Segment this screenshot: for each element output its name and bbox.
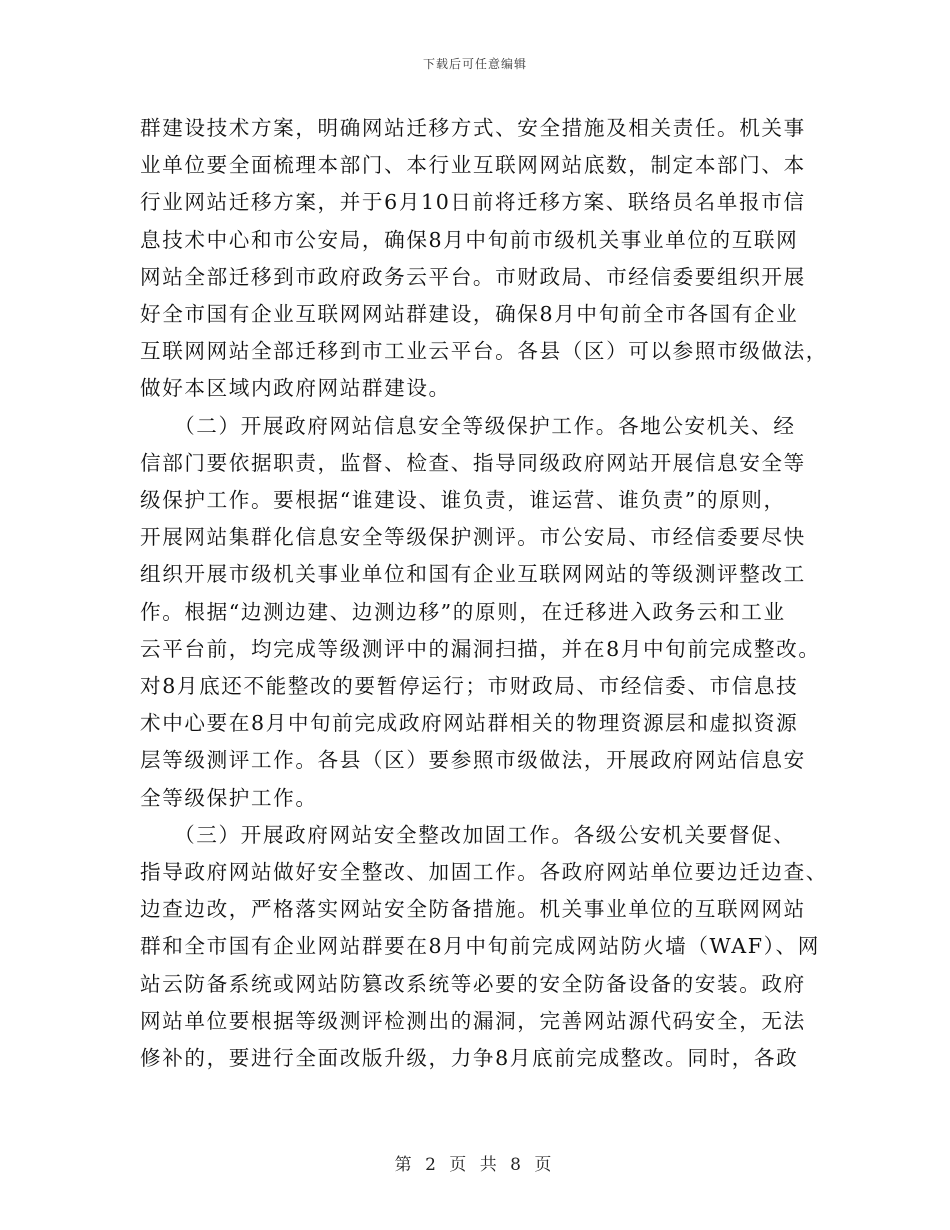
text-line: 作。根据“边测边建、边测边移”的原则，在迁移进入政务云和工业 xyxy=(140,599,786,624)
text-line: 好全市国有企业互联网网站群建设，确保8月中旬前全市各国有企业 xyxy=(140,302,799,327)
text-line: 修补的，要进行全面改版升级，力争8月底前完成整改。同时，各政 xyxy=(140,1046,799,1071)
text-line: 群建设技术方案，明确网站迁移方式、安全措施及相关责任。机关事 xyxy=(140,116,806,140)
text-line: 群和全市国有企业网站群要在8月中旬前完成网站防火墙（WAF）、网 xyxy=(140,934,820,959)
text-line: 全等级保护工作。 xyxy=(140,785,318,810)
text-line: 互联网网站全部迁移到市工业云平台。各县（区）可以参照市级做法， xyxy=(140,339,829,364)
page-number-footer: 第 2 页 共 8 页 xyxy=(394,1155,556,1175)
document-body xyxy=(140,110,829,1077)
text-line: 做好本区域内政府网站群建设。 xyxy=(140,376,451,401)
text-line: 级保护工作。要根据“谁建设、谁负责，谁运营、谁负责”的原则， xyxy=(140,488,786,513)
text-line: （二）开展政府网站信息安全等级保护工作。各地公安机关、经 xyxy=(140,413,796,438)
text-line: 站云防备系统或网站防篡改系统等必要的安全防备设备的安装。政府 xyxy=(140,971,806,996)
paragraph-2-level-protection xyxy=(140,408,821,817)
text-line: 信部门要依据职责，监督、检查、指导同级政府网站开展信息安全等 xyxy=(140,450,806,475)
text-line: 业单位要全面梳理本部门、本行业互联网网站底数，制定本部门、本 xyxy=(140,153,806,178)
paragraph-3-security-rectification xyxy=(140,817,829,1077)
text-line: 术中心要在8月中旬前完成政府网站群相关的物理资源层和虚拟资源 xyxy=(140,711,799,736)
text-line: 层等级测评工作。各县（区）要参照市级做法，开展政府网站信息安 xyxy=(140,748,806,773)
text-line: 网站全部迁移到市政府政务云平台。市财政局、市经信委要组织开展 xyxy=(140,264,806,289)
page-header-note: 下载后可任意编辑 xyxy=(422,57,527,71)
paragraph-1 xyxy=(140,110,829,408)
text-line: 息技术中心和市公安局，确保8月中旬前市级机关事业单位的互联网 xyxy=(140,227,799,252)
text-line: 组织开展市级机关事业单位和国有企业互联网网站的等级测评整改工 xyxy=(140,562,806,587)
text-line: （三）开展政府网站安全整改加固工作。各级公安机关要督促、 xyxy=(140,822,796,847)
text-line: 行业网站迁移方案，并于6月10日前将迁移方案、联络员名单报市信 xyxy=(140,190,806,215)
text-line: 网站单位要根据等级测评检测出的漏洞，完善网站源代码安全，无法 xyxy=(140,1008,806,1033)
text-line: 开展网站集群化信息安全等级保护测评。市公安局、市经信委要尽快 xyxy=(140,525,806,550)
text-line: 边查边改，严格落实网站安全防备措施。机关事业单位的互联网网站 xyxy=(140,897,806,922)
text-line: 云平台前，均完成等级测评中的漏洞扫描，并在8月中旬前完成整改。 xyxy=(140,636,821,661)
text-line: 对8月底还不能整改的要暂停运行；市财政局、市经信委、市信息技 xyxy=(140,674,799,699)
text-line: 指导政府网站做好安全整改、加固工作。各政府网站单位要边迁边查、 xyxy=(140,860,829,885)
